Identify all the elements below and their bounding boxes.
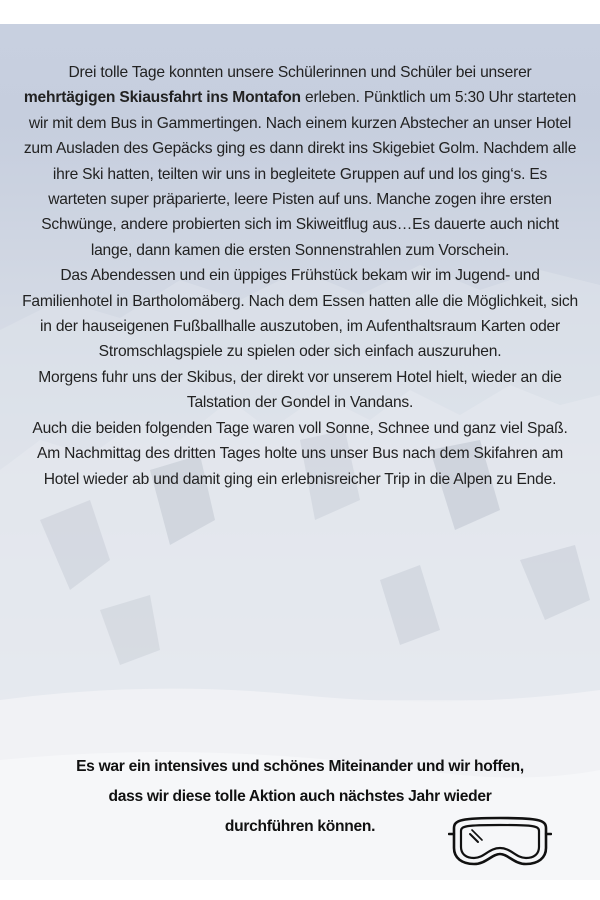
paragraph-1-rest: erleben. Pünktlich um 5:30 Uhr starteten wir mit dem Bus in Gammertingen. Nach einem kurzen Abstecher an unser Hotel zum Ausladen des Gepäcks ging es dann direkt ins Skigebiet Golm. Nachdem alle ihre Ski hatten, teilten wir uns in begleitete Gruppen auf und los ging‘s. Es warteten super präparierte, leere Pisten auf uns. Manche zogen ihre ersten Schwünge, andere probierten sich im Skiweitflug aus…Es dauerte auch nicht lange, dann kamen die ersten Sonnenstrahlen zum Vorschein. bbox=[23, 89, 577, 259]
ski-goggles-icon bbox=[448, 814, 552, 868]
paragraph-1-start: Drei tolle Tage konnten unsere Schülerinnen und Schüler bei unserer bbox=[68, 64, 532, 81]
paragraph-5: Am Nachmittag des dritten Tages holte uns unser Bus nach dem Skifahren am Hotel wieder ab und damit ging ein erlebnisreicher Trip in die Alpen zu Ende. bbox=[37, 445, 563, 488]
trip-report-text bbox=[22, 60, 578, 492]
paragraph-4: Auch die beiden folgenden Tage waren voll Sonne, Schnee und ganz viel Spaß. bbox=[32, 419, 568, 437]
highlight-trip-name: mehrtägigen Skiausfahrt ins Montafon bbox=[23, 89, 301, 107]
closing-line-2: dass wir diese tolle Aktion auch nächstes Jahr wieder bbox=[108, 788, 492, 805]
closing-line-3: durchführen können. bbox=[224, 818, 376, 835]
closing-line-1: Es war ein intensives und schönes Miteinander und wir hoffen, bbox=[76, 758, 524, 775]
paragraph-2: Das Abendessen und ein üppiges Frühstück bekam wir im Jugend- und Familienhotel in Bartholomäberg. Nach dem Essen hatten alle die Möglichkeit, sich in der hauseigenen Fußballhalle auszutoben, im Aufenthaltsraum Karten oder Stromschlagspiele zu spielen oder sich einfach auszuruhen. bbox=[22, 267, 578, 361]
paragraph-3: Morgens fuhr uns der Skibus, der direkt vor unserem Hotel hielt, wieder an die Talstation der Gondel in Vandans. bbox=[38, 368, 562, 412]
paragraph-1 bbox=[22, 60, 578, 263]
